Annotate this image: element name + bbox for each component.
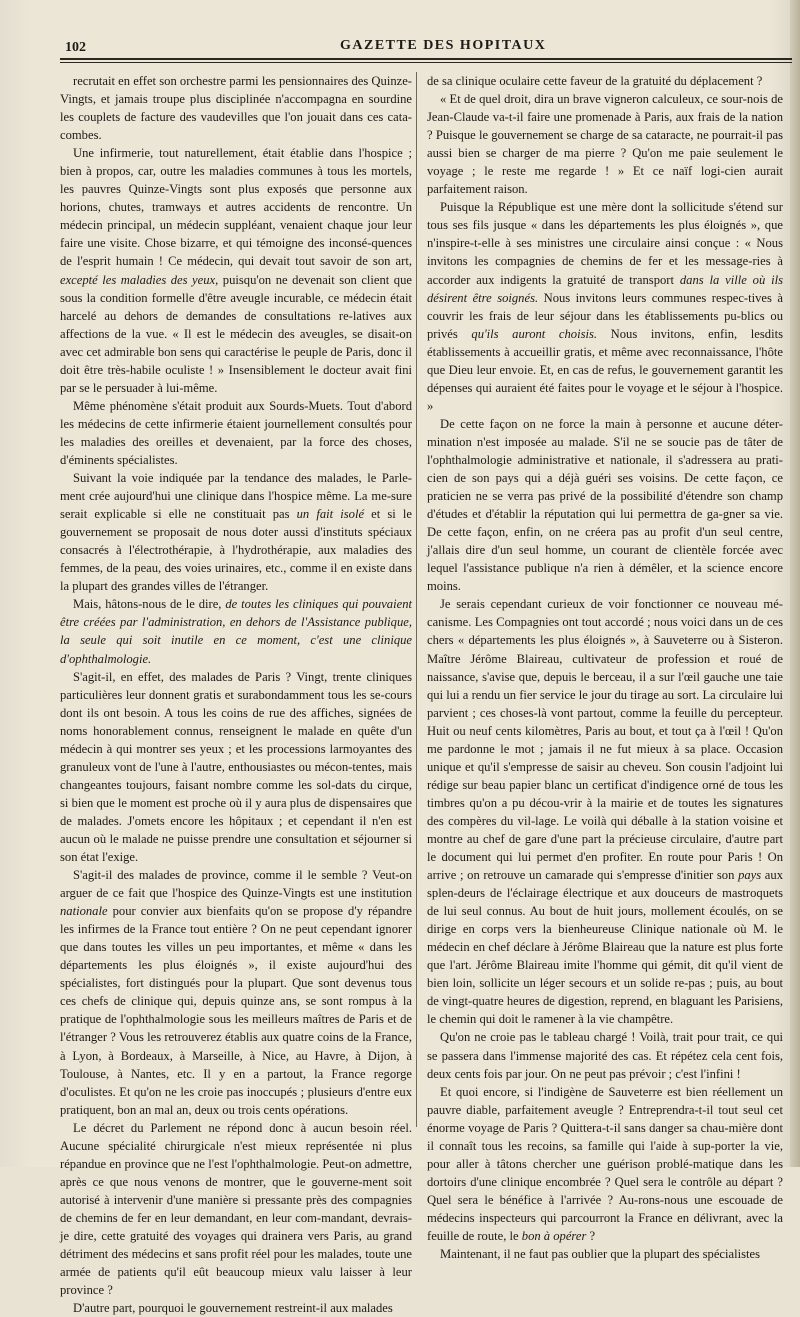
paragraph [60, 144, 412, 397]
paragraph [427, 198, 783, 415]
paragraph [60, 397, 412, 469]
running-title: GAZETTE DES HOPITAUX [340, 38, 547, 53]
page-number: 102 [65, 40, 86, 55]
text: S'agit-il des malades de province, comme il le semble ? Veut-on arguer de ce fait que l'hospice des Quinze-Vingts est une institution [60, 868, 412, 901]
text: D'autre part, pourquoi le gouvernement restreint-il aux malades [73, 1301, 393, 1316]
paragraph [427, 595, 783, 1028]
right-column [427, 72, 783, 1263]
italic-text: un fait isolé [296, 507, 365, 522]
header-rule-thin [60, 62, 792, 63]
page-edge [790, 0, 800, 1167]
paragraph [427, 1245, 783, 1263]
text: Qu'on ne croie pas le tableau chargé ! Voilà, trait pour trait, ce qui se passera dans l'immense majorité des cas. Et répétez cela cent fois, deux cents fois par jour. On ne peut pas prévoir ; c'est l'infini ! [427, 1030, 783, 1081]
text: Maintenant, il ne faut pas oublier que la plupart des spécialistes [440, 1247, 760, 1262]
paragraph [427, 1083, 783, 1245]
text: Même phénomène s'était produit aux Sourds-Muets. Tout d'abord les médecins de cette infirmerie étaient journellement consultés pour les maladies des oreilles et devenaient, par la force des choses, d'éminents spécialistes. [60, 398, 412, 467]
italic-text: nationale [60, 904, 108, 919]
text: et si le gouvernement se proposait de nous doter aussi d'instituts spéciaux consacrés à l'électrothérapie, à l'hydrothérapie, aux maladies des femmes, de la peau, des voies urinaires, etc., comme il en existe dans la plupart des grandes villes de l'étranger. [60, 507, 412, 594]
italic-text: pays [738, 868, 762, 883]
column-divider [416, 72, 417, 1127]
text: Nous invitons, enfin, lesdits établissements à accueillir gratis, et même avec reconnaissance, l'hôte que Dieu leur envoie. Et, en cas de refus, le gouvernement garantit les dépenses qui auraient été faites pour le voyage et le séjour à l'hospice. » [427, 326, 783, 413]
paragraph [60, 668, 412, 867]
paragraph [60, 469, 412, 595]
italic-text: bon à opérer [521, 1229, 587, 1243]
italic-text: dans la ville où ils désirent être soignés. [427, 272, 783, 305]
header-rule-thick [60, 58, 792, 60]
paragraph [427, 72, 783, 90]
italic-text: de toutes les cliniques qui pouvaient être créées par l'administration, en dehors de l'Assistance publique, la seule qui soit inutile en ce moment, c'est une clinique d'ophthalmologie. [60, 597, 412, 666]
paragraph [60, 866, 412, 1119]
text: S'agit-il, en effet, des malades de Paris ? Vingt, trente cliniques particulières leur donnent gratis et surabondamment tous les se-cours dont ils ont besoin. A tous les coins de rue des affiches, signées de noms honorablement connus, renseignent le malade en quête d'un médecin à qui montrer ses yeux ; et les processions larmoyantes des granuleux vont de l'une à l'autre, enthousiastes ou mécon-tentes, mais changeantes toujours, faisant nombre comme les sol-dats du cirque, si bien que le moment est proche où il y aura plus de dispensaires que de malades. J'omets encore les hôpitaux ; et cependant il n'en est aucun où le malade ne puisse prendre une consultation et séjourner si son état l'exige. [60, 669, 412, 865]
paragraph [427, 1028, 783, 1082]
text: ? [586, 1229, 596, 1243]
text: Puisque la République est une mère dont la sollicitude s'étend sur tous ses fils jusque « dans les départements les plus éloignés », que n'inspire-t-elle à ses ministres une circulaire ainsi conçue : « Nous invitons les compagnies de chemins de fer et les message-ries à accorder aux indigents la gratuité de transport [427, 200, 783, 287]
text: puisqu'on ne devenait son client que sous la condition formelle d'être aveugle incurable, ce médecin était harcelé au dehors de demandes de consultations re-latives aux affections de la vue. « Il est le médecin des aveugles, se disait-on avec cet admirable bon sens qui caractérise le peuple de Paris, donc il doit être très-habile oculiste ! » Insensiblement le docteur avait fini par se le persuader à lui-même. [60, 272, 412, 395]
text: Le décret du Parlement ne répond donc à aucun besoin réel. Aucune spécialité chirurgicale n'est mieux représentée ni plus répandue en province que ne l'est l'ophthalmologie. Peut-on admettre, après ce que nous venons de montrer, que le gouverne-ment soit autorisé à intervenir d'une manière si pressante près des compagnies de chemins de fer en leur demandant, en leur com-mandant, devrais-je dire, cette gratuité des voyages qui drainera vers Paris, au grand détriment des médecins et sans profit réel pour les malades, toute une armée de patients qu'il eût beaucoup mieux valu laisser à leur province ? [60, 1120, 412, 1298]
text: aux splen-deurs de l'éclairage électrique et aux douceurs de mastroquets de lui seul connus. Au bout de huit jours, mollement écoulés, on se dirige en corps vers la bienheureuse Clinique nationale où M. le médecin en chef déclare à Jérôme Blaireau que la nature est plus forte que l'art. Jérôme Blaireau imite l'homme qui gémit, dit qu'il vient de bien loin, sollicite un léger secours et un solide re-pas ; puis, au bout de vingt-quatre heures de digestion, reprend, en blaguant les Parisiens, le chemin qui doit le ramener à la vie champêtre. [427, 868, 783, 1027]
text: Nous invitons leurs communes respec-tives à couvrir les frais de leur séjour dans les établissements pu-blics ou privés [427, 290, 783, 341]
page-header [55, 38, 792, 64]
paragraph [427, 90, 783, 198]
text: Suivant la voie indiquée par la tendance des malades, le Parle-ment crée aujourd'hui une clinique dans l'hospice même. La me-sure serait explicable si elle ne constituait pas [60, 471, 412, 522]
text: De cette façon on ne force la main à personne et aucune déter-mination n'est imposée au malade. S'il ne se soucie pas de tâter de l'ophthalmologie administrative et nationale, il s'adressera au prati-cien de son pays qui a déjà guéri ses voisins. De cette façon, ce praticien ne se verra pas privé de la possibilité d'étendre son champ d'études et d'établir la réputation qui lui permettra de ga-gner sa vie. De cette façon, enfin, on ne créera pas au profit d'un seul centre, j'allais dire d'un seul homme, un courant de clientèle forcée avec lequel l'assistance publique n'a rien à démêler, et la science encore moins. [427, 416, 783, 594]
text: recrutait en effet son orchestre parmi les pensionnaires des Quinze-Vingts, et jamais troupe plus disciplinée n'accompagna en sourdine les couplets de facture des vaudevilles que l'on jouait dans ces cata-combes. [60, 74, 412, 143]
left-column [60, 72, 412, 1317]
paragraph [60, 72, 412, 144]
paragraph [427, 415, 783, 595]
text: Je serais cependant curieux de voir fonctionner ce nouveau mé-canisme. Les Compagnies ont tout accordé ; nous voici dans un de ces chers « départements les plus éloignés », à Sauveterre ou à Sisteron. Maître Jérôme Blaireau, cultivateur de profession et roué de naissance, s'avise que, depuis le berceau, il a sur l'œil gauche une taie qui lui a rendu un fier service le jour du tirage au sort. La circulaire lui parvient ; ces choses-là vont partout, comme la feuille du percepteur. Huit ou neuf cents kilomètres, Paris au bout, et tout ça à l'œil ! Qu'on me pardonne le mot ; jamais il ne fut mieux à sa place. Occasion unique et qu'il s'empresse de saisir au cheveu. Son cousin l'adjoint lui rédige sur beau papier blanc un certificat d'indigence orné de tous les timbres qu'on a pu décou-vrir à la mairie et de toutes les signatures des compères du vil-lage. Le voilà qui déballe à la station voisine et montre au chef de gare d'une part la précieuse circulaire, d'autre part le document qui lui permet d'en profiter. En route pour Paris ! On arrive ; on retrouve un camarade qui s'empresse d'initier son [427, 597, 783, 883]
italic-text: excepté les maladies des yeux, [60, 272, 219, 287]
text: Et quoi encore, si l'indigène de Sauveterre est bien réellement un pauvre diable, parfaitement aveugle ? Entreprendra-t-il tout seul cet énorme voyage de Paris ? Quittera-t-il sans danger sa chau-mière dont il connaît tous les recoins, sa famille qui l'aide à sup-porter la vie, pour aller à tâtons chercher une guérison problé-matique dans les dortoirs d'une clinique encombrée ? Quel sera le contrôle au départ ? Quel sera le bénéfice à l'arrivée ? Au-rons-nous une escouade de médecins inspecteurs qui parcourront la France en délivrant, avec la feuille de route, le [427, 1084, 783, 1243]
text: Mais, hâtons-nous de le dire, [73, 597, 226, 612]
paragraph [60, 1299, 412, 1317]
text: « Et de quel droit, dira un brave vigneron calculeux, ce sour-nois de Jean-Claude va-t-il faire une promenade à Paris, aux frais de la nation ? Puisque le gouvernement se charge de sa cataracte, ne pourrait-il pas aussi bien se charger de ma pierre ? Qu'on me paie seulement le voyage ; le reste me regarde ! » Et ce naïf logi-cien aurait parfaitement raison. [427, 92, 783, 197]
paragraph [60, 595, 412, 667]
text: de sa clinique oculaire cette faveur de la gratuité du déplacement ? [427, 74, 763, 88]
paragraph [60, 1119, 412, 1299]
text: Une infirmerie, tout naturellement, était établie dans l'hospice ; bien à propos, car, outre les maladies communes à tous les mortels, les pauvres Quinze-Vingts sont plus exposés que personne aux horions, chutes, tramways et autres accidents de rencontre. Un médecin principal, un médecin suppléant, venaient chaque jour leur faire une visite. Chose bizarre, et qui témoigne des inconsé-quences de l'esprit humain ! Ce médecin, qui devait tout savoir de son art, [60, 146, 412, 269]
italic-text: qu'ils auront choisis. [471, 326, 598, 341]
text: pour convier aux bienfaits qu'on se propose d'y répandre les infirmes de la France tout entière ? On ne peut cependant ignorer que dans toutes les villes un peu importantes, et même « dans les départements les plus éloignés », il existe aujourd'hui des spécialistes, fort distingués pour la plupart. Que sont devenus tous ces chefs de clinique qui, depuis quinze ans, se sont rompus à la pratique de l'ophthalmologie sous les meilleurs maîtres de Paris et de l'étranger ? Vous les retrouverez établis aux quatre coins de la France, à Lyon, à Bordeaux, à Marseille, à Nice, au Havre, à Dijon, à Toulouse, à Nantes, etc. Il y en a partout, la France regorge d'oculistes. Et qu'on ne les croie pas inoccupés ; plusieurs d'entre eux pratiquent, bon an mal an, deux ou trois cents opérations. [60, 904, 412, 1117]
